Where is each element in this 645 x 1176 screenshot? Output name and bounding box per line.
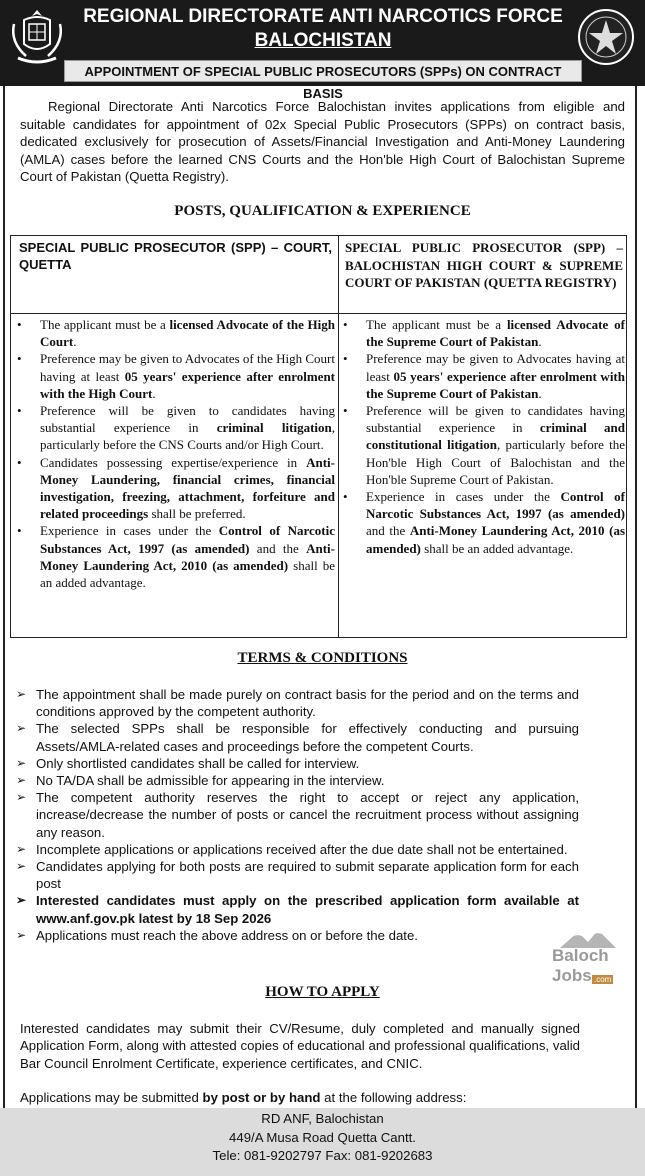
requirement-item	[341, 402, 625, 488]
requirement-item	[341, 488, 625, 557]
requirement-item	[15, 316, 335, 350]
terms-item	[14, 772, 579, 789]
requirement-text: .	[152, 385, 156, 401]
terms-item-text: The selected SPPs shall be responsible for effectively conducting and pursuing Assets/AMLA-related cases and proceedings before the competent Courts.	[36, 721, 579, 754]
requirement-text: shall be preferred.	[148, 506, 246, 522]
terms-item	[14, 720, 579, 754]
bullet-icon: •	[17, 351, 22, 367]
intro-paragraph: Regional Directorate Anti Narcotics Force Balochistan invites applications from eligible and suitable candidates for appointment of 02x Special Public Prosecutors (SPPs) on contract basis, dedicated exclusively for prosecution of Assets/Financial Investigation and Anti-Money Laundering (AMLA) cases before the learned CNS Courts and the Hon'ble High Court of Balochistan Supreme Court of Pakistan (Quetta Registry).	[20, 99, 625, 184]
terms-item	[14, 789, 579, 841]
bullet-icon: •	[343, 403, 348, 419]
terms-item-text: The competent authority reserves the right to accept or reject any application, increase/decrease the number of posts or cancel the recruitment process without assigning any reason.	[36, 790, 579, 840]
bullet-icon: •	[17, 403, 22, 419]
requirement-item	[341, 316, 625, 350]
requirement-text: Preference will be given to candidates having substantial experience in	[366, 403, 625, 436]
requirement-text: Candidates possessing expertise/experience in	[40, 454, 307, 470]
watermark-line-2: Jobs	[552, 966, 592, 985]
terms-item-text: Applications must reach the above address on or before the date.	[36, 927, 418, 943]
requirement-item	[15, 350, 335, 402]
arrow-bullet-icon: ➢	[16, 773, 27, 788]
arrow-bullet-icon: ➢	[16, 721, 27, 736]
post-2-header: SPECIAL PUBLIC PROSECUTOR (SPP) – BALOCHISTAN HIGH COURT & SUPREME COURT OF PAKISTAN (QUETTA REGISTRY)	[345, 240, 623, 290]
requirement-emphasis: criminal litigation	[216, 420, 332, 436]
anf-star-emblem-icon	[577, 8, 635, 66]
requirement-emphasis: Anti-Money Laundering Act, 2010 (as amended)	[366, 523, 626, 556]
terms-item	[14, 927, 579, 944]
header-banner	[0, 0, 645, 101]
requirement-text: Experience in cases under the	[366, 489, 561, 505]
requirement-emphasis: licensed Advocate of the High Court	[40, 317, 335, 350]
terms-item	[14, 892, 579, 926]
requirement-text: .	[538, 385, 542, 401]
terms-item	[14, 686, 579, 720]
posts-heading: POSTS, QUALIFICATION & EXPERIENCE	[174, 203, 471, 219]
requirement-emphasis: criminal and constitutional litigation	[366, 420, 625, 453]
requirement-text: shall be an added advantage.	[40, 557, 336, 591]
arrow-bullet-icon: ➢	[16, 841, 27, 856]
requirement-item	[15, 402, 335, 454]
requirement-emphasis: Control of Narcotic Substances Act, 1997 (as amended)	[40, 523, 336, 556]
organization-region: BALOCHISTAN	[254, 30, 392, 51]
balochjobs-watermark	[548, 928, 628, 990]
requirement-item	[15, 454, 335, 523]
requirement-text: and the	[366, 523, 410, 539]
requirement-item	[15, 522, 335, 591]
bullet-icon: •	[17, 317, 22, 332]
address-contact: Tele: 081-9202797 Fax: 081-9202683	[212, 1148, 433, 1163]
terms-item-text: Candidates applying for both posts are required to submit separate application form for each post	[36, 859, 579, 892]
terms-item	[14, 841, 579, 858]
requirement-emphasis: Control of Narcotic Substances Act, 1997 (as amended)	[366, 489, 625, 522]
qualification-table	[10, 235, 627, 638]
table-column-divider	[338, 236, 339, 637]
requirement-emphasis: 05 years' experience after enrolment with the High Court	[40, 368, 335, 401]
post-1-header: SPECIAL PUBLIC PROSECUTOR (SPP) – COURT, QUETTA	[19, 240, 332, 272]
requirement-text: Experience in cases under the	[40, 523, 219, 539]
mountain-logo-icon	[560, 928, 616, 948]
post-1-requirements	[15, 316, 335, 591]
terms-item	[14, 858, 579, 892]
terms-list	[14, 686, 579, 944]
page-border-right	[635, 86, 637, 1116]
requirement-text: and the	[249, 540, 307, 556]
page-border-left	[3, 86, 5, 1176]
arrow-bullet-icon: ➢	[16, 687, 27, 701]
terms-item-text: The appointment shall be made purely on contract basis for the period and on the terms and conditions approved by the competent authority.	[36, 687, 579, 720]
requirement-text: , particularly before the CNS Courts and/or High Court.	[40, 420, 335, 453]
bullet-icon: •	[343, 317, 348, 332]
bullet-icon: •	[17, 454, 22, 470]
requirement-text: .	[538, 334, 542, 350]
requirement-text: , particularly before the Hon'ble High Court of Balochistan and the Hon'ble Supreme Court of Pakistan.	[366, 437, 625, 487]
how-to-apply-heading: HOW TO APPLY	[265, 984, 380, 1000]
requirement-emphasis: 05 years' experience after enrolment with the Supreme Court of Pakistan	[366, 368, 625, 401]
terms-item-text: Interested candidates must apply on the prescribed application form available at www.anf.gov.pk latest by 18 Sep 2026	[36, 893, 579, 926]
bullet-icon: •	[17, 523, 22, 539]
requirement-text: Preference may be given to Advocates of the High Court having at least	[40, 351, 335, 384]
requirement-text: The applicant must be a	[366, 317, 507, 332]
post-2-requirements	[341, 316, 625, 557]
requirement-emphasis: licensed Advocate of the Supreme Court of Pakistan	[366, 317, 625, 350]
address-line-2: 449/A Musa Road Quetta Cantt.	[229, 1129, 416, 1145]
watermark-line-1: Baloch	[552, 946, 609, 965]
address-line-1: RD ANF, Balochistan	[261, 1111, 384, 1126]
arrow-bullet-icon: ➢	[16, 790, 27, 805]
requirement-text: .	[73, 334, 77, 350]
bullet-icon: •	[343, 351, 348, 367]
requirement-emphasis: Anti-Money Laundering Act, 2010 (as amended)	[40, 540, 335, 573]
terms-item	[14, 755, 579, 772]
terms-item-text: Only shortlisted candidates shall be called for interview.	[36, 755, 360, 771]
requirement-item	[341, 350, 625, 402]
bullet-icon: •	[343, 489, 348, 505]
organization-title: REGIONAL DIRECTORATE ANTI NARCOTICS FORCE	[83, 6, 563, 27]
terms-item-text: Incomplete applications or applications received after the due date shall not be entertained.	[36, 841, 568, 857]
table-header-divider	[11, 313, 626, 314]
requirement-text: Preference will be given to candidates having substantial experience in	[40, 403, 335, 436]
terms-item-text: No TA/DA shall be admissible for appearing in the interview.	[36, 773, 385, 789]
requirement-text: shall be an added advantage.	[420, 540, 574, 556]
watermark-suffix: .com	[594, 975, 612, 984]
requirement-text: The applicant must be a	[40, 317, 170, 332]
government-emblem-icon	[6, 4, 68, 68]
how-to-apply-paragraph: Interested candidates may submit their CV/Resume, duly completed and manually signed Application Form, along with attested copies of educational and professional qualifications, valid Bar Council Enrolment Certificate, experience certificates, and CNIC.	[20, 1021, 580, 1071]
requirement-text: Preference may be given to Advocates having at least	[366, 351, 625, 384]
arrow-bullet-icon: ➢	[16, 859, 27, 874]
address-block	[0, 1108, 645, 1176]
arrow-bullet-icon: ➢	[16, 927, 27, 942]
terms-heading: TERMS & CONDITIONS	[237, 650, 408, 666]
arrow-bullet-icon: ➢	[16, 755, 27, 770]
submission-line: Applications may be submitted by post or by hand at the following address:	[20, 1090, 467, 1105]
requirement-emphasis: Anti-Money Laundering, financial crimes, financial investigation, freezing, attachment, forfeiture and related proceedings	[40, 454, 335, 522]
arrow-bullet-icon: ➢	[16, 893, 27, 908]
advertisement-subject: APPOINTMENT OF SPECIAL PUBLIC PROSECUTORS (SPPs) ON CONTRACT BASIS	[64, 60, 582, 82]
